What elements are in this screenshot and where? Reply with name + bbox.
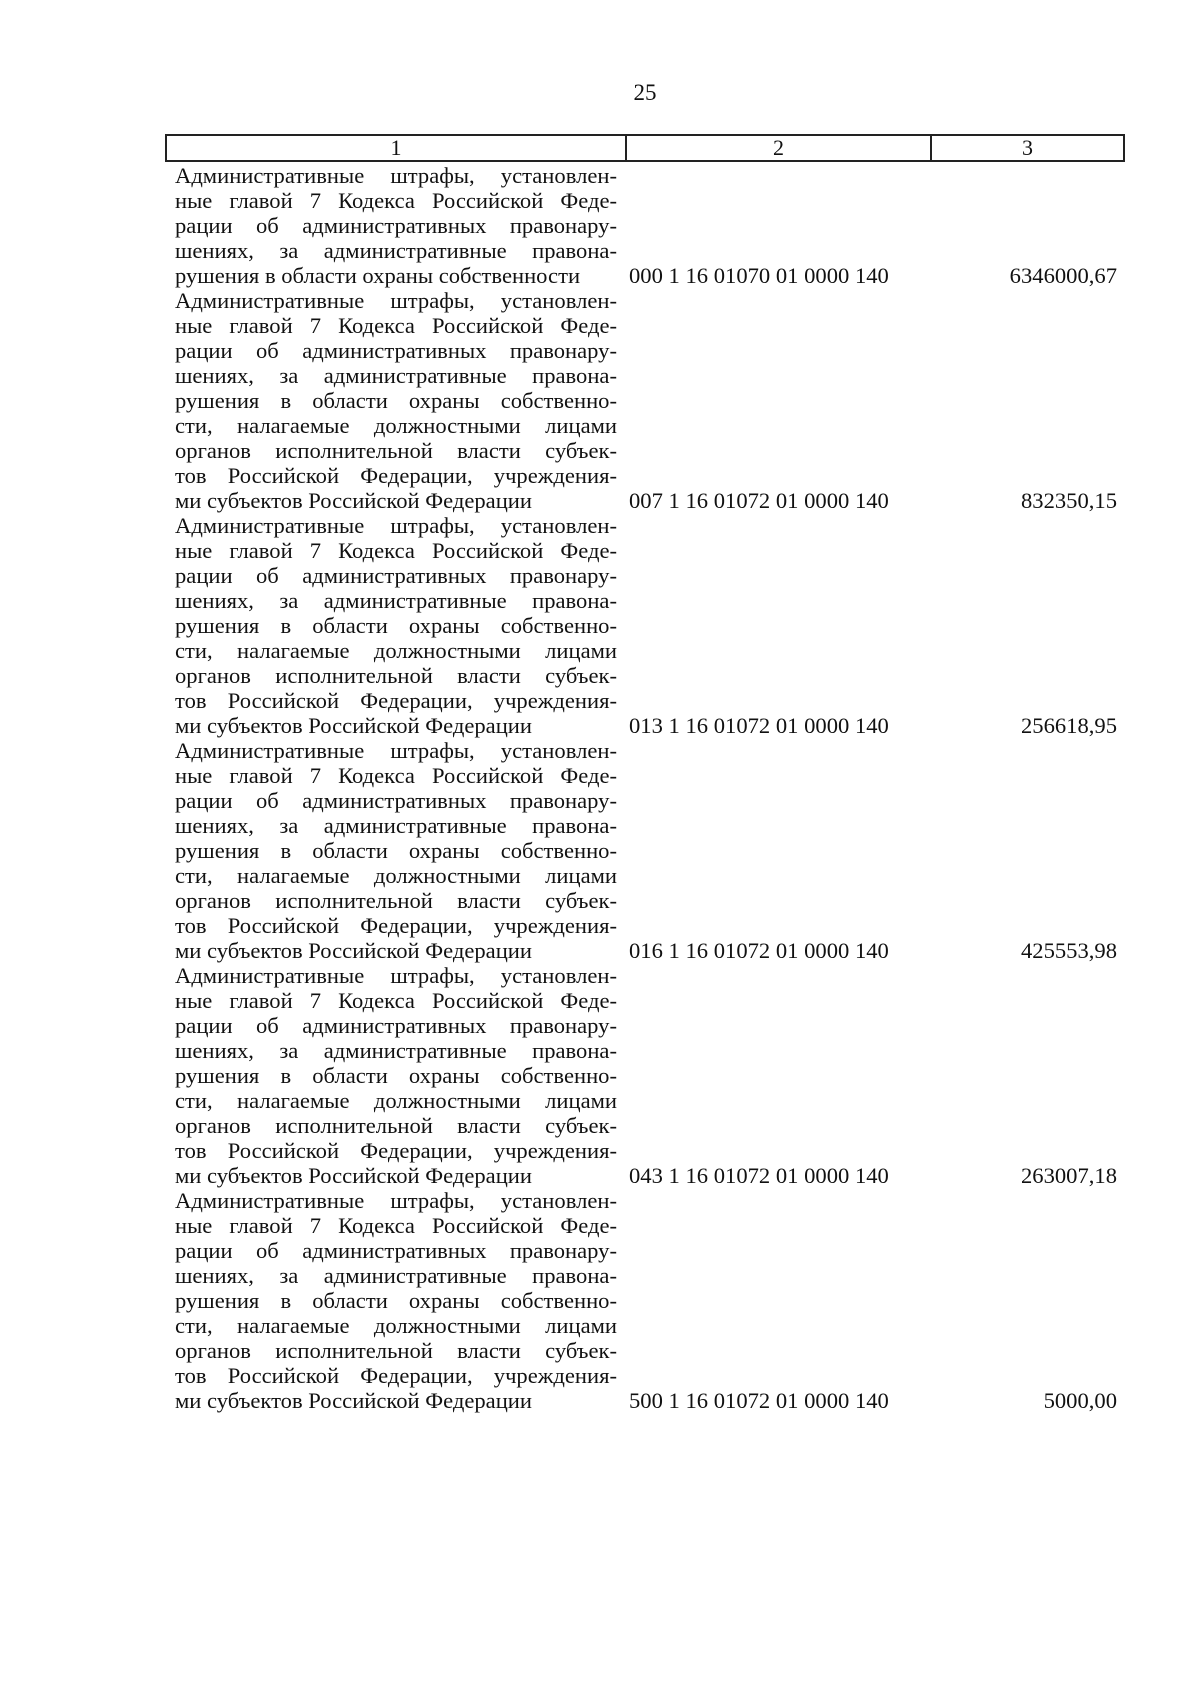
description-line: Административные штрафы, установлен- <box>175 163 617 188</box>
row-description <box>175 288 617 513</box>
row-code: 043 1 16 01072 01 0000 140 <box>629 1163 889 1188</box>
description-line: сти, налагаемые должностными лицами <box>175 638 617 663</box>
table-header-row <box>165 134 1125 162</box>
row-code: 500 1 16 01072 01 0000 140 <box>629 1388 889 1413</box>
row-amount: 263007,18 <box>1020 1163 1117 1188</box>
row-description <box>175 963 617 1188</box>
description-line: сти, налагаемые должностными лицами <box>175 1088 617 1113</box>
row-code: 016 1 16 01072 01 0000 140 <box>629 938 889 963</box>
description-line: шениях, за административные правона- <box>175 1038 617 1063</box>
table-row <box>175 513 1125 738</box>
description-line: шениях, за административные правона- <box>175 813 617 838</box>
description-line: Административные штрафы, установлен- <box>175 738 617 763</box>
row-amount: 832350,15 <box>1020 488 1117 513</box>
table-row <box>175 288 1125 513</box>
description-line: ми субъектов Российской Федерации <box>175 488 532 513</box>
description-line: рушения в области охраны собственно- <box>175 613 617 638</box>
table-row <box>175 738 1125 963</box>
row-code: 013 1 16 01072 01 0000 140 <box>629 713 889 738</box>
description-line: рации об административных правонару- <box>175 338 617 363</box>
row-code: 007 1 16 01072 01 0000 140 <box>629 488 889 513</box>
description-line: тов Российской Федерации, учреждения- <box>175 913 617 938</box>
description-line: ми субъектов Российской Федерации <box>175 713 532 738</box>
table-header-col-1: 1 <box>167 136 627 160</box>
description-line: рации об административных правонару- <box>175 1238 617 1263</box>
description-line: Административные штрафы, установлен- <box>175 288 617 313</box>
description-line: ные главой 7 Кодекса Российской Феде- <box>175 988 617 1013</box>
row-description <box>175 513 617 738</box>
description-line: органов исполнительной власти субъек- <box>175 663 617 688</box>
description-line: шениях, за административные правона- <box>175 1263 617 1288</box>
table-row <box>175 1188 1125 1413</box>
description-line: рушения в области охраны собственно- <box>175 838 617 863</box>
description-line: органов исполнительной власти субъек- <box>175 1113 617 1138</box>
row-description <box>175 163 617 288</box>
description-line: шениях, за административные правона- <box>175 588 617 613</box>
row-description <box>175 738 617 963</box>
description-line: ные главой 7 Кодекса Российской Феде- <box>175 313 617 338</box>
description-line: рации об административных правонару- <box>175 788 617 813</box>
table-row <box>175 963 1125 1188</box>
page-number: 25 <box>633 80 657 105</box>
description-line: Административные штрафы, установлен- <box>175 1188 617 1213</box>
description-line: ные главой 7 Кодекса Российской Феде- <box>175 538 617 563</box>
description-line: ные главой 7 Кодекса Российской Феде- <box>175 188 617 213</box>
row-description <box>175 1188 617 1413</box>
description-line: сти, налагаемые должностными лицами <box>175 413 617 438</box>
description-line: рушения в области охраны собственности <box>175 263 581 288</box>
description-line: ми субъектов Российской Федерации <box>175 938 532 963</box>
description-line: шениях, за административные правона- <box>175 363 617 388</box>
description-line: ные главой 7 Кодекса Российской Феде- <box>175 763 617 788</box>
table-body <box>175 163 1125 1413</box>
description-line: органов исполнительной власти субъек- <box>175 888 617 913</box>
table-header-col-3: 3 <box>1022 135 1033 160</box>
description-line: тов Российской Федерации, учреждения- <box>175 463 617 488</box>
description-line: тов Российской Федерации, учреждения- <box>175 1363 617 1388</box>
description-line: рации об административных правонару- <box>175 563 617 588</box>
description-line: тов Российской Федерации, учреждения- <box>175 688 617 713</box>
row-amount: 425553,98 <box>1020 938 1117 963</box>
description-line: рушения в области охраны собственно- <box>175 1288 617 1313</box>
table-header-col-2: 2 <box>627 136 932 160</box>
row-amount: 256618,95 <box>1020 713 1117 738</box>
description-line: рушения в области охраны собственно- <box>175 1063 617 1088</box>
description-line: органов исполнительной власти субъек- <box>175 1338 617 1363</box>
description-line: сти, налагаемые должностными лицами <box>175 863 617 888</box>
row-amount: 5000,00 <box>1043 1388 1117 1413</box>
table-row <box>175 163 1125 288</box>
description-line: шениях, за административные правона- <box>175 238 617 263</box>
description-line: органов исполнительной власти субъек- <box>175 438 617 463</box>
description-line: Административные штрафы, установлен- <box>175 513 617 538</box>
description-line: тов Российской Федерации, учреждения- <box>175 1138 617 1163</box>
description-line: ми субъектов Российской Федерации <box>175 1388 532 1413</box>
description-line: ми субъектов Российской Федерации <box>175 1163 532 1188</box>
description-line: Административные штрафы, установлен- <box>175 963 617 988</box>
description-line: рушения в области охраны собственно- <box>175 388 617 413</box>
description-line: ные главой 7 Кодекса Российской Феде- <box>175 1213 617 1238</box>
description-line: рации об административных правонару- <box>175 213 617 238</box>
row-code: 000 1 16 01070 01 0000 140 <box>629 263 889 288</box>
row-amount: 6346000,67 <box>1009 263 1117 288</box>
description-line: сти, налагаемые должностными лицами <box>175 1313 617 1338</box>
description-line: рации об административных правонару- <box>175 1013 617 1038</box>
